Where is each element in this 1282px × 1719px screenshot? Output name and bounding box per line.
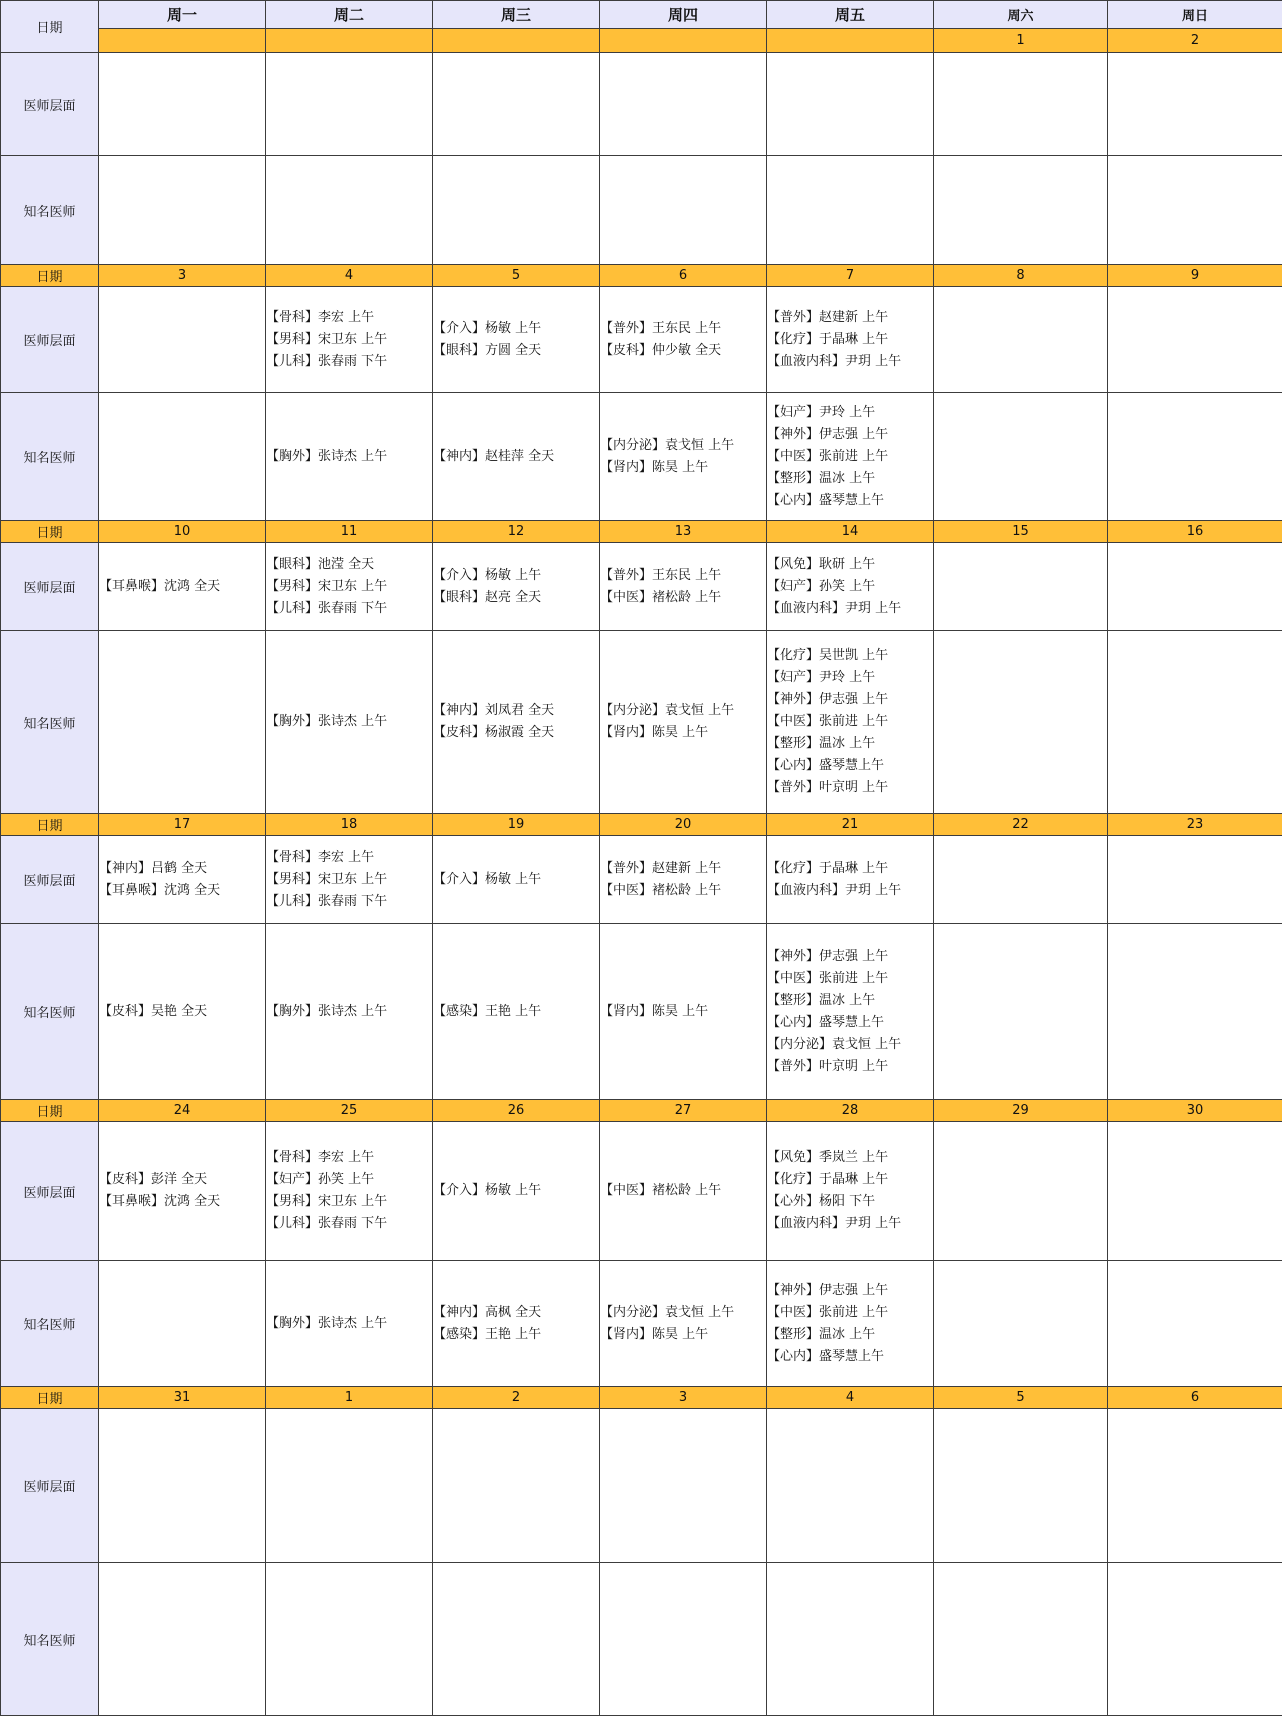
date-cell: 21: [767, 814, 934, 836]
date-cell: 1: [934, 29, 1108, 53]
schedule-cell: [433, 53, 600, 156]
weekday-tue: 周二: [266, 1, 433, 29]
doctor-entry: 【眼科】池滢 全天: [266, 556, 375, 572]
famous-doctor-row-label: 知名医师: [1, 1261, 99, 1387]
date-cell: 2: [1108, 29, 1282, 53]
schedule-cell: [99, 1122, 266, 1261]
schedule-cell: [934, 1563, 1108, 1716]
doctor-entry: 【皮科】杨淑霞 全天: [433, 725, 555, 740]
date-cell: 4: [266, 265, 433, 287]
doctor-entry: 【中医】张前进 上午: [767, 1304, 889, 1320]
schedule-cell: [1108, 1409, 1282, 1563]
schedule-cell: [767, 393, 934, 521]
schedule-cell: [767, 287, 934, 393]
schedule-cell: [767, 1409, 934, 1563]
schedule-cell: [934, 1409, 1108, 1563]
schedule-cell: [266, 287, 433, 393]
doctor-entry: 【整形】温冰 上午: [767, 736, 876, 751]
doctor-entry: 【儿科】张春雨 下午: [266, 1216, 388, 1231]
doctor-entry: 【神外】伊志强 上午: [767, 1282, 889, 1298]
doctor-entry: 【儿科】张春雨 下午: [266, 353, 388, 369]
doctor-entry: 【心内】盛琴慧上午: [767, 1348, 885, 1364]
schedule-cell: [600, 156, 767, 265]
date-cell: 2: [433, 1387, 600, 1409]
schedule-cell: [934, 53, 1108, 156]
doctor-entry: 【耳鼻喉】沈鸿 全天: [99, 1194, 221, 1209]
date-cell: 3: [600, 1387, 767, 1409]
doctor-entry: 【心外】杨阳 下午: [767, 1194, 876, 1209]
schedule-cell: [266, 924, 433, 1100]
doctor-entry: 【内分泌】袁戈恒 上午: [600, 1304, 735, 1320]
doctor-entry: 【眼科】赵亮 全天: [433, 589, 542, 605]
doctor-entry: 【神外】伊志强 上午: [767, 948, 889, 964]
famous-doctor-row: [1, 631, 1282, 814]
date-cell: [767, 29, 934, 53]
doctor-entry: 【神内】吕鹤 全天: [99, 860, 208, 876]
doctor-entry: 【血液内科】尹玥 上午: [767, 353, 902, 369]
schedule-cell: [99, 393, 266, 521]
header-date-label: 日期: [1, 1, 99, 53]
date-cell: 4: [767, 1387, 934, 1409]
schedule-cell: [1108, 836, 1282, 924]
doctor-level-row-label: 医师层面: [1, 53, 99, 156]
doctor-entry: 【风免】耿研 上午: [767, 556, 876, 572]
schedule-cell: [99, 836, 266, 924]
weekday-thu: 周四: [600, 1, 767, 29]
schedule-cell: [600, 836, 767, 924]
doctor-entry: 【介入】杨敏 上午: [433, 871, 542, 887]
schedule-cell: [1108, 1122, 1282, 1261]
schedule-cell: [1108, 543, 1282, 631]
doctor-entry: 【化疗】于晶琳 上午: [767, 331, 889, 347]
doctor-entry: 【神内】赵桂萍 全天: [433, 448, 555, 464]
schedule-cell: [433, 1122, 600, 1261]
doctor-level-row: [1, 53, 1282, 156]
doctor-entry: 【肾内】陈昊 上午: [600, 1326, 709, 1342]
weekday-wed: 周三: [433, 1, 600, 29]
doctor-entry: 【妇产】孙笑 上午: [266, 1172, 375, 1187]
date-row: [1, 29, 1282, 53]
doctor-entry: 【儿科】张春雨 下午: [266, 600, 388, 616]
schedule-cell: [433, 924, 600, 1100]
doctor-entry: 【普外】叶京明 上午: [767, 780, 889, 795]
date-cell: 27: [600, 1100, 767, 1122]
doctor-entry: 【皮科】吴艳 全天: [99, 1003, 208, 1019]
schedule-cell: [266, 1409, 433, 1563]
date-cell: 30: [1108, 1100, 1282, 1122]
date-cell: 12: [433, 521, 600, 543]
schedule-cell: [1108, 924, 1282, 1100]
date-cell: 7: [767, 265, 934, 287]
doctor-entry: 【胸外】张诗杰 上午: [266, 1315, 388, 1331]
doctor-entry: 【中医】张前进 上午: [767, 714, 889, 729]
schedule-cell: [99, 543, 266, 631]
date-cell: 8: [934, 265, 1108, 287]
date-cell: 1: [266, 1387, 433, 1409]
schedule-cell: [266, 1122, 433, 1261]
schedule-cell: [266, 543, 433, 631]
date-row: [1, 521, 1282, 543]
famous-doctor-row-label: 知名医师: [1, 393, 99, 521]
schedule-cell: [767, 631, 934, 814]
date-cell: 14: [767, 521, 934, 543]
doctor-level-row-label: 医师层面: [1, 1122, 99, 1261]
doctor-entry: 【肾内】陈昊 上午: [600, 459, 709, 475]
doctor-entry: 【心内】盛琴慧上午: [767, 1014, 885, 1030]
schedule-cell: [934, 1122, 1108, 1261]
schedule-cell: [1108, 287, 1282, 393]
schedule-cell: [600, 543, 767, 631]
doctor-entry: 【心内】盛琴慧上午: [767, 758, 885, 773]
doctor-entry: 【妇产】尹玲 上午: [767, 404, 876, 420]
schedule-cell: [266, 156, 433, 265]
schedule-cell: [99, 1261, 266, 1387]
doctor-entry: 【普外】赵建新 上午: [600, 860, 722, 876]
famous-doctor-row: [1, 156, 1282, 265]
schedule-cell: [934, 924, 1108, 1100]
doctor-entry: 【儿科】张春雨 下午: [266, 893, 388, 909]
doctor-entry: 【骨科】李宏 上午: [266, 1150, 375, 1165]
schedule-cell: [600, 1409, 767, 1563]
schedule-cell: [600, 1122, 767, 1261]
date-cell: 13: [600, 521, 767, 543]
doctor-entry: 【神内】高枫 全天: [433, 1304, 542, 1320]
date-row-label: 日期: [1, 1387, 99, 1409]
schedule-cell: [433, 543, 600, 631]
date-row: [1, 265, 1282, 287]
doctor-entry: 【整形】温冰 上午: [767, 992, 876, 1008]
date-cell: 11: [266, 521, 433, 543]
schedule-cell: [934, 287, 1108, 393]
schedule-cell: [99, 156, 266, 265]
doctor-entry: 【内分泌】袁戈恒 上午: [600, 703, 735, 718]
schedule-cell: [1108, 1261, 1282, 1387]
weekday-sat: 周六: [934, 1, 1108, 29]
schedule-cell: [99, 53, 266, 156]
date-cell: [99, 29, 266, 53]
schedule-cell: [600, 53, 767, 156]
date-cell: 3: [99, 265, 266, 287]
date-cell: 24: [99, 1100, 266, 1122]
schedule-cell: [767, 924, 934, 1100]
famous-doctor-row-label: 知名医师: [1, 156, 99, 265]
schedule-cell: [767, 156, 934, 265]
schedule-cell: [934, 1261, 1108, 1387]
schedule-body: [1, 1, 1282, 1716]
famous-doctor-row-label: 知名医师: [1, 924, 99, 1100]
doctor-entry: 【内分泌】袁戈恒 上午: [600, 437, 735, 453]
schedule-cell: [433, 631, 600, 814]
doctor-entry: 【普外】王东民 上午: [600, 567, 722, 583]
schedule-cell: [767, 1261, 934, 1387]
date-cell: 5: [433, 265, 600, 287]
schedule-cell: [266, 1261, 433, 1387]
date-cell: 20: [600, 814, 767, 836]
schedule-cell: [600, 393, 767, 521]
doctor-entry: 【耳鼻喉】沈鸿 全天: [99, 882, 221, 898]
doctor-entry: 【化疗】吴世凯 上午: [767, 648, 889, 663]
date-cell: 10: [99, 521, 266, 543]
weekday-mon: 周一: [99, 1, 266, 29]
doctor-entry: 【皮科】彭洋 全天: [99, 1172, 208, 1187]
date-row-label: 日期: [1, 521, 99, 543]
doctor-entry: 【血液内科】尹玥 上午: [767, 1216, 902, 1231]
doctor-entry: 【耳鼻喉】沈鸿 全天: [99, 578, 221, 594]
famous-doctor-row: [1, 1261, 1282, 1387]
schedule-cell: [266, 836, 433, 924]
doctor-entry: 【介入】杨敏 上午: [433, 320, 542, 336]
schedule-cell: [433, 1261, 600, 1387]
date-cell: 5: [934, 1387, 1108, 1409]
doctor-level-row: [1, 543, 1282, 631]
doctor-entry: 【中医】张前进 上午: [767, 970, 889, 986]
date-cell: 26: [433, 1100, 600, 1122]
date-cell: 23: [1108, 814, 1282, 836]
schedule-cell: [99, 924, 266, 1100]
famous-doctor-row: [1, 924, 1282, 1100]
doctor-entry: 【普外】王东民 上午: [600, 320, 722, 336]
schedule-cell: [934, 836, 1108, 924]
doctor-level-row-label: 医师层面: [1, 1409, 99, 1563]
date-cell: 29: [934, 1100, 1108, 1122]
doctor-entry: 【男科】宋卫东 上午: [266, 331, 388, 347]
schedule-cell: [767, 1563, 934, 1716]
date-cell: [600, 29, 767, 53]
date-cell: 22: [934, 814, 1108, 836]
doctor-entry: 【介入】杨敏 上午: [433, 1183, 542, 1198]
date-row-label: 日期: [1, 1100, 99, 1122]
schedule-cell: [934, 393, 1108, 521]
doctor-entry: 【神外】伊志强 上午: [767, 692, 889, 707]
schedule-cell: [99, 1563, 266, 1716]
schedule-cell: [934, 631, 1108, 814]
doctor-entry: 【感染】王艳 上午: [433, 1003, 542, 1019]
doctor-entry: 【眼科】方圆 全天: [433, 342, 542, 358]
schedule-cell: [433, 393, 600, 521]
doctor-level-row-label: 医师层面: [1, 287, 99, 393]
doctor-entry: 【男科】宋卫东 上午: [266, 578, 388, 594]
schedule-cell: [767, 53, 934, 156]
doctor-entry: 【神内】刘凤君 全天: [433, 703, 555, 718]
famous-doctor-row: [1, 393, 1282, 521]
weekday-header-row: [1, 1, 1282, 29]
doctor-entry: 【内分泌】袁戈恒 上午: [767, 1036, 902, 1052]
doctor-level-row: [1, 1409, 1282, 1563]
doctor-entry: 【男科】宋卫东 上午: [266, 871, 388, 887]
doctor-entry: 【中医】褚松龄 上午: [600, 1183, 722, 1198]
doctor-entry: 【胸外】张诗杰 上午: [266, 1003, 388, 1019]
date-cell: 18: [266, 814, 433, 836]
schedule-cell: [600, 1563, 767, 1716]
doctor-entry: 【胸外】张诗杰 上午: [266, 714, 388, 729]
doctor-entry: 【化疗】于晶琳 上午: [767, 1172, 889, 1187]
date-row: [1, 814, 1282, 836]
date-cell: 6: [600, 265, 767, 287]
date-cell: 15: [934, 521, 1108, 543]
doctor-level-row-label: 医师层面: [1, 543, 99, 631]
date-row: [1, 1387, 1282, 1409]
doctor-entry: 【骨科】李宏 上午: [266, 309, 375, 325]
date-cell: 28: [767, 1100, 934, 1122]
schedule-cell: [767, 1122, 934, 1261]
weekday-sun: 周日: [1108, 1, 1282, 29]
doctor-entry: 【中医】褚松龄 上午: [600, 589, 722, 605]
schedule-cell: [600, 924, 767, 1100]
doctor-entry: 【普外】叶京明 上午: [767, 1058, 889, 1074]
doctor-entry: 【血液内科】尹玥 上午: [767, 882, 902, 898]
schedule-cell: [600, 631, 767, 814]
famous-doctor-row-label: 知名医师: [1, 1563, 99, 1716]
schedule-cell: [99, 631, 266, 814]
doctor-level-row-label: 医师层面: [1, 836, 99, 924]
schedule-cell: [600, 1261, 767, 1387]
schedule-cell: [433, 1563, 600, 1716]
schedule-cell: [433, 287, 600, 393]
doctor-entry: 【普外】赵建新 上午: [767, 309, 889, 325]
doctor-entry: 【胸外】张诗杰 上午: [266, 448, 388, 464]
date-cell: [433, 29, 600, 53]
doctor-entry: 【感染】王艳 上午: [433, 1326, 542, 1342]
schedule-cell: [600, 287, 767, 393]
doctor-entry: 【神外】伊志强 上午: [767, 426, 889, 442]
date-cell: 19: [433, 814, 600, 836]
doctor-entry: 【介入】杨敏 上午: [433, 567, 542, 583]
doctor-entry: 【皮科】仲少敏 全天: [600, 342, 722, 358]
doctor-entry: 【血液内科】尹玥 上午: [767, 600, 902, 616]
schedule-cell: [1108, 631, 1282, 814]
schedule-cell: [1108, 156, 1282, 265]
schedule-cell: [934, 156, 1108, 265]
date-cell: 17: [99, 814, 266, 836]
date-row: [1, 1100, 1282, 1122]
schedule-cell: [1108, 53, 1282, 156]
schedule-cell: [99, 287, 266, 393]
date-cell: 25: [266, 1100, 433, 1122]
schedule-cell: [99, 1409, 266, 1563]
doctor-level-row: [1, 836, 1282, 924]
doctor-entry: 【肾内】陈昊 上午: [600, 725, 709, 740]
date-cell: [266, 29, 433, 53]
weekday-fri: 周五: [767, 1, 934, 29]
schedule-cell: [1108, 393, 1282, 521]
date-cell: 31: [99, 1387, 266, 1409]
date-cell: 16: [1108, 521, 1282, 543]
doctor-entry: 【中医】张前进 上午: [767, 448, 889, 464]
schedule-cell: [266, 53, 433, 156]
schedule-cell: [266, 1563, 433, 1716]
doctor-entry: 【妇产】孙笑 上午: [767, 578, 876, 594]
doctor-entry: 【中医】褚松龄 上午: [600, 882, 722, 898]
schedule-cell: [767, 543, 934, 631]
schedule-cell: [767, 836, 934, 924]
doctor-entry: 【妇产】尹玲 上午: [767, 670, 876, 685]
doctor-level-row: [1, 1122, 1282, 1261]
famous-doctor-row: [1, 1563, 1282, 1716]
date-cell: 9: [1108, 265, 1282, 287]
doctor-entry: 【肾内】陈昊 上午: [600, 1003, 709, 1019]
doctor-entry: 【整形】温冰 上午: [767, 1326, 876, 1342]
doctor-entry: 【风免】季岚兰 上午: [767, 1150, 889, 1165]
date-row-label: 日期: [1, 814, 99, 836]
famous-doctor-row-label: 知名医师: [1, 631, 99, 814]
schedule-cell: [266, 393, 433, 521]
schedule-cell: [934, 543, 1108, 631]
schedule-cell: [433, 1409, 600, 1563]
doctor-entry: 【男科】宋卫东 上午: [266, 1194, 388, 1209]
schedule-cell: [433, 836, 600, 924]
schedule-cell: [1108, 1563, 1282, 1716]
schedule-cell: [433, 156, 600, 265]
doctor-entry: 【化疗】于晶琳 上午: [767, 860, 889, 876]
date-cell: 6: [1108, 1387, 1282, 1409]
schedule-cell: [266, 631, 433, 814]
doctor-entry: 【心内】盛琴慧上午: [767, 492, 885, 508]
doctor-entry: 【骨科】李宏 上午: [266, 849, 375, 865]
doctor-entry: 【整形】温冰 上午: [767, 470, 876, 486]
date-row-label: 日期: [1, 265, 99, 287]
doctor-level-row: [1, 287, 1282, 393]
